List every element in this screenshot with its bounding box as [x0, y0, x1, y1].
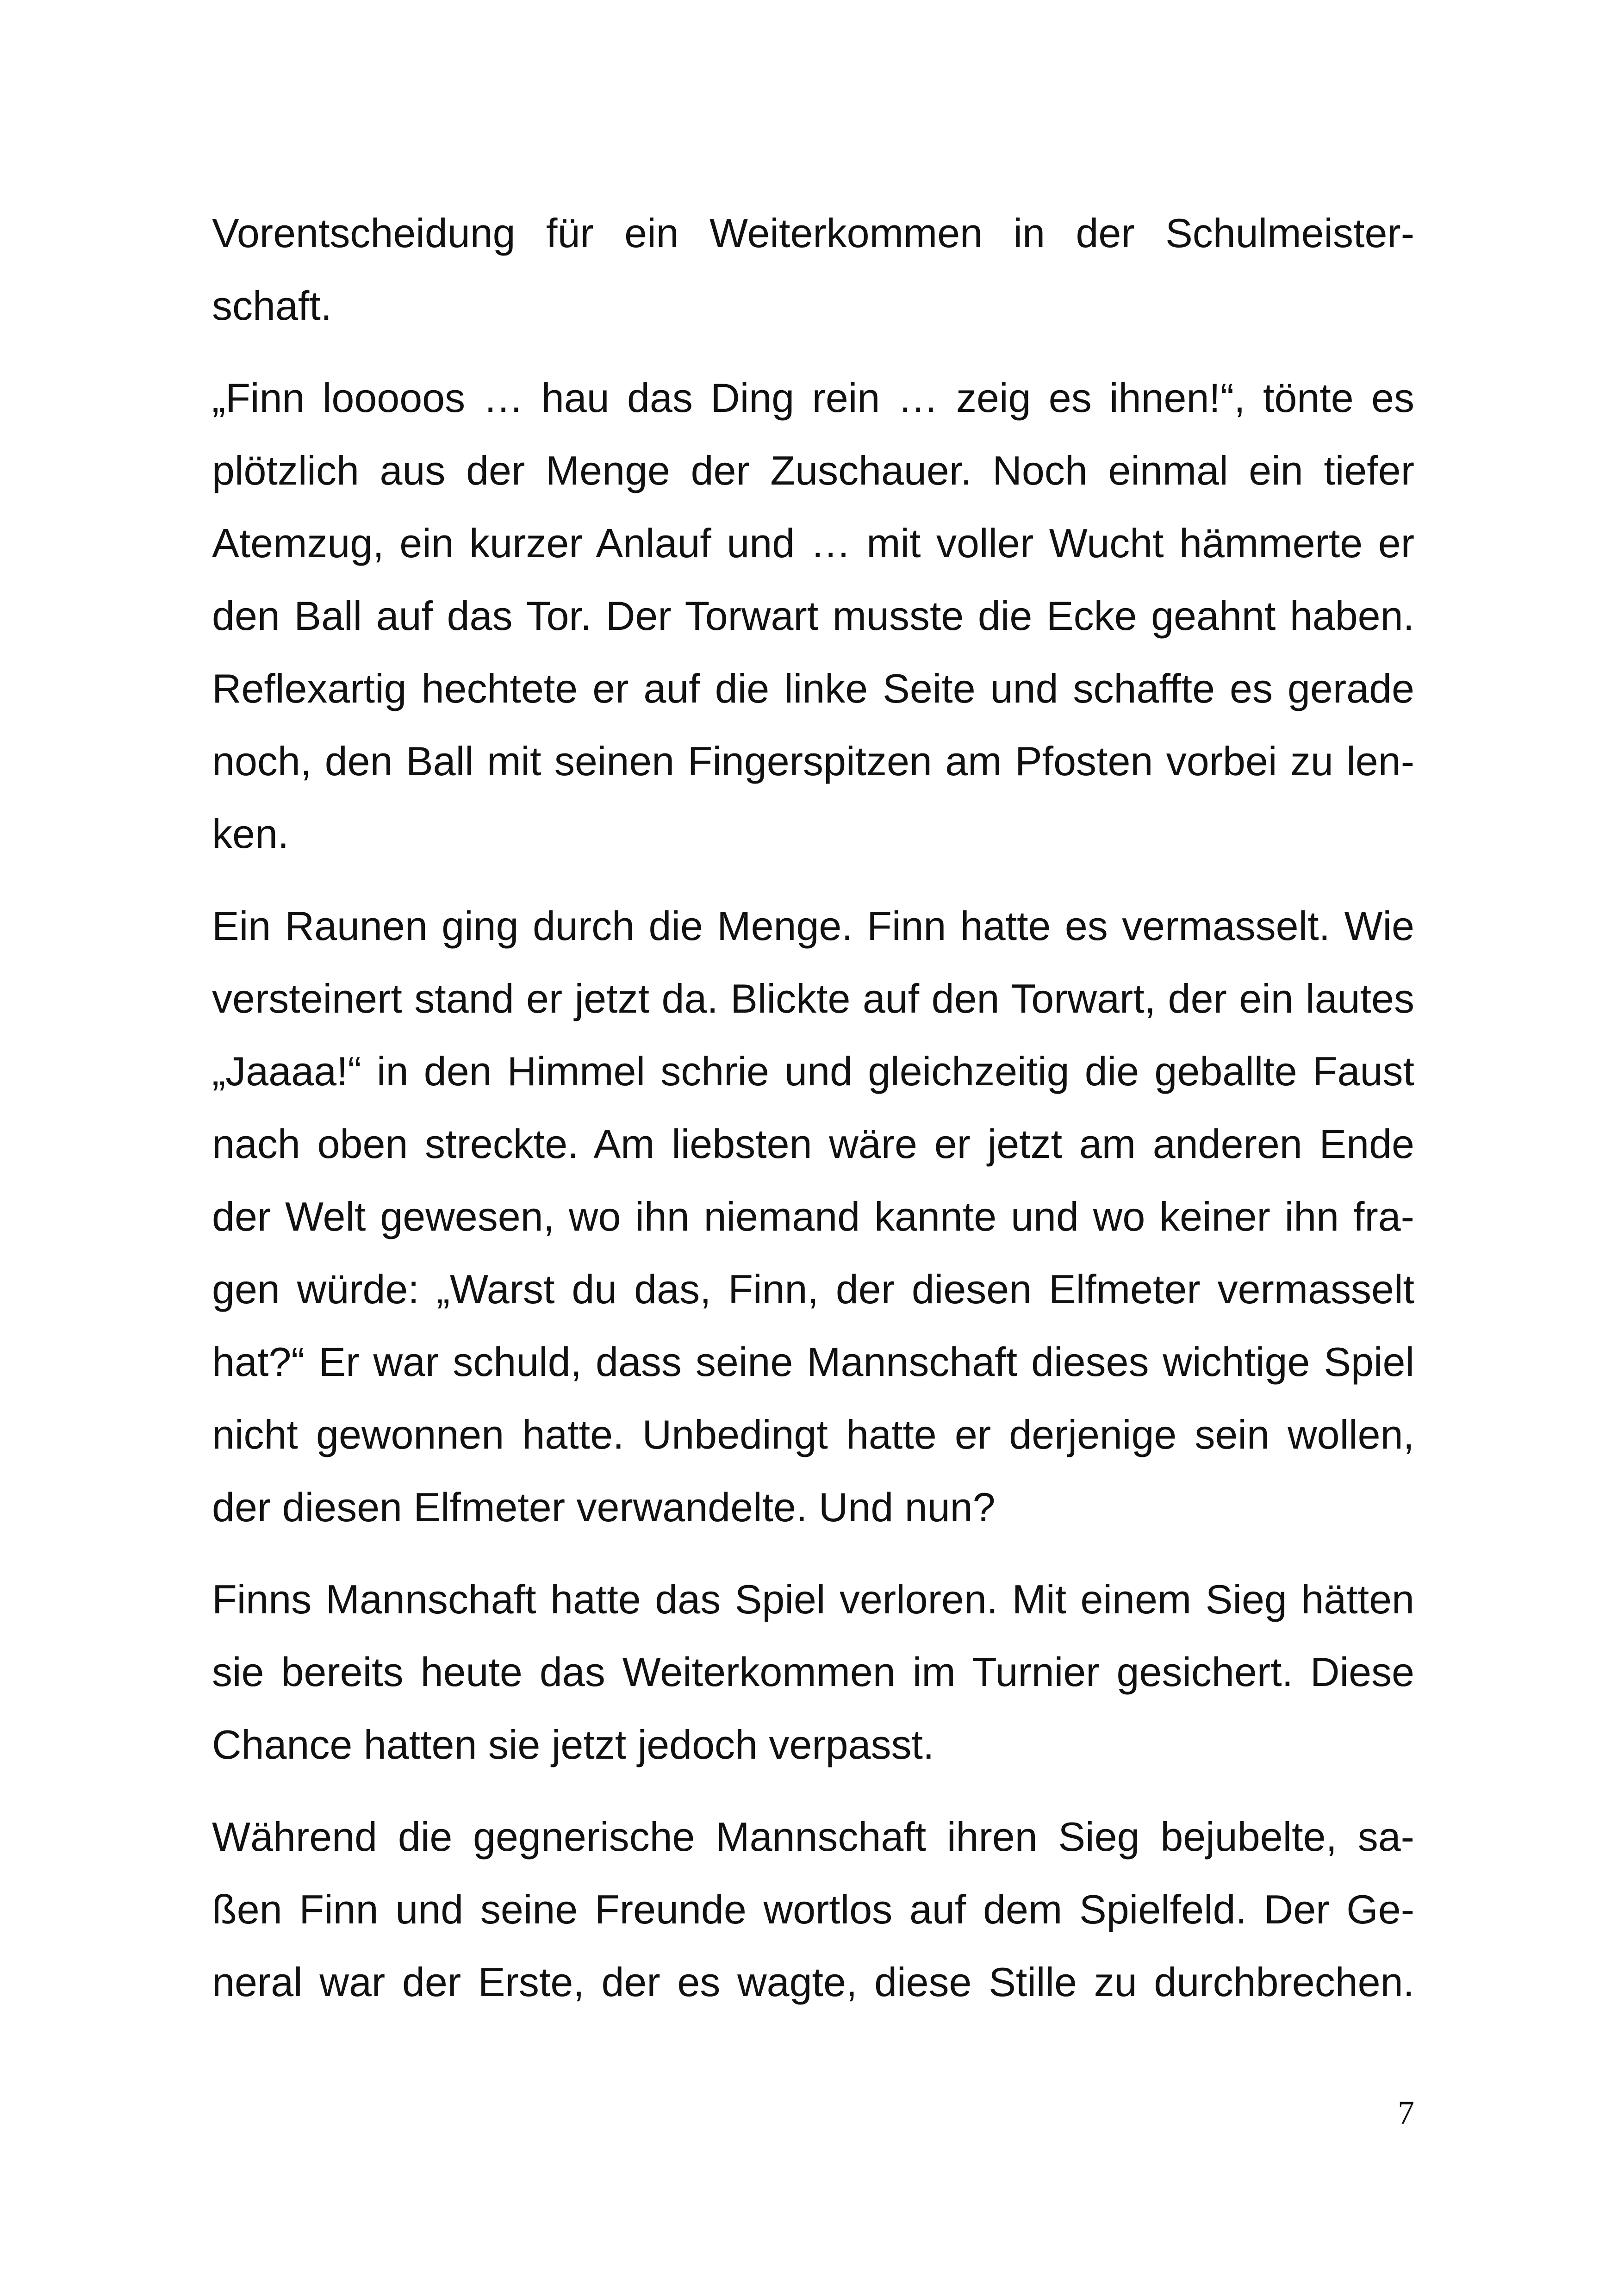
- text-line: „Jaaaa!“ in den Himmel schrie und gleichzeitig die geballte Faust: [212, 1048, 1414, 1094]
- text-line: noch, den Ball mit seinen Fingerspitzen am Pfosten vorbei zu len-: [212, 738, 1414, 784]
- paragraph: [212, 197, 1414, 342]
- text-line: neral war der Erste, der es wagte, diese Stille zu durchbrechen.: [212, 1959, 1414, 2005]
- text-line: schaft.: [212, 283, 332, 329]
- text-line: gen würde: „Warst du das, Finn, der diesen Elfmeter vermasselt: [212, 1266, 1414, 1312]
- text-line: ßen Finn und seine Freunde wortlos auf dem Spielfeld. Der Ge-: [212, 1886, 1414, 1932]
- body-text: [212, 197, 1414, 2018]
- text-line: den Ball auf das Tor. Der Torwart musste die Ecke geahnt haben.: [212, 593, 1414, 639]
- text-line: Reflexartig hechtete er auf die linke Seite und schaffte es gerade: [212, 666, 1414, 711]
- text-line: der diesen Elfmeter verwandelte. Und nun?: [212, 1484, 996, 1530]
- text-line: Finns Mannschaft hatte das Spiel verloren. Mit einem Sieg hätten: [212, 1576, 1414, 1622]
- text-line: Während die gegnerische Mannschaft ihren Sieg bejubelte, sa-: [212, 1814, 1414, 1860]
- text-line: „Finn looooos … hau das Ding rein … zeig es ihnen!“, tönte es: [212, 375, 1414, 421]
- text-line: sie bereits heute das Weiterkommen im Turnier gesichert. Diese: [212, 1649, 1414, 1695]
- text-line: nach oben streckte. Am liebsten wäre er jetzt am anderen Ende: [212, 1121, 1414, 1167]
- page-number: 7: [1398, 2094, 1414, 2131]
- paragraph: [212, 890, 1414, 1543]
- text-line: plötzlich aus der Menge der Zuschauer. Noch einmal ein tiefer: [212, 448, 1414, 493]
- text-line: versteinert stand er jetzt da. Blickte auf den Torwart, der ein lautes: [212, 976, 1414, 1021]
- text-line: nicht gewonnen hatte. Unbedingt hatte er derjenige sein wollen,: [212, 1412, 1414, 1457]
- paragraph: [212, 1800, 1414, 2018]
- text-line: Vorentscheidung für ein Weiterkommen in der Schulmeister-: [212, 210, 1414, 256]
- text-line: Atemzug, ein kurzer Anlauf und … mit voller Wucht hämmerte er: [212, 520, 1414, 566]
- text-line: Chance hatten sie jetzt jedoch verpasst.: [212, 1722, 934, 1767]
- paragraph: [212, 361, 1414, 870]
- paragraph: [212, 1563, 1414, 1781]
- text-line: Ein Raunen ging durch die Menge. Finn hatte es vermasselt. Wie: [212, 903, 1414, 949]
- text-line: hat?“ Er war schuld, dass seine Mannschaft dieses wichtige Spiel: [212, 1339, 1414, 1385]
- text-line: der Welt gewesen, wo ihn niemand kannte und wo keiner ihn fra-: [212, 1194, 1414, 1239]
- text-line: ken.: [212, 811, 289, 857]
